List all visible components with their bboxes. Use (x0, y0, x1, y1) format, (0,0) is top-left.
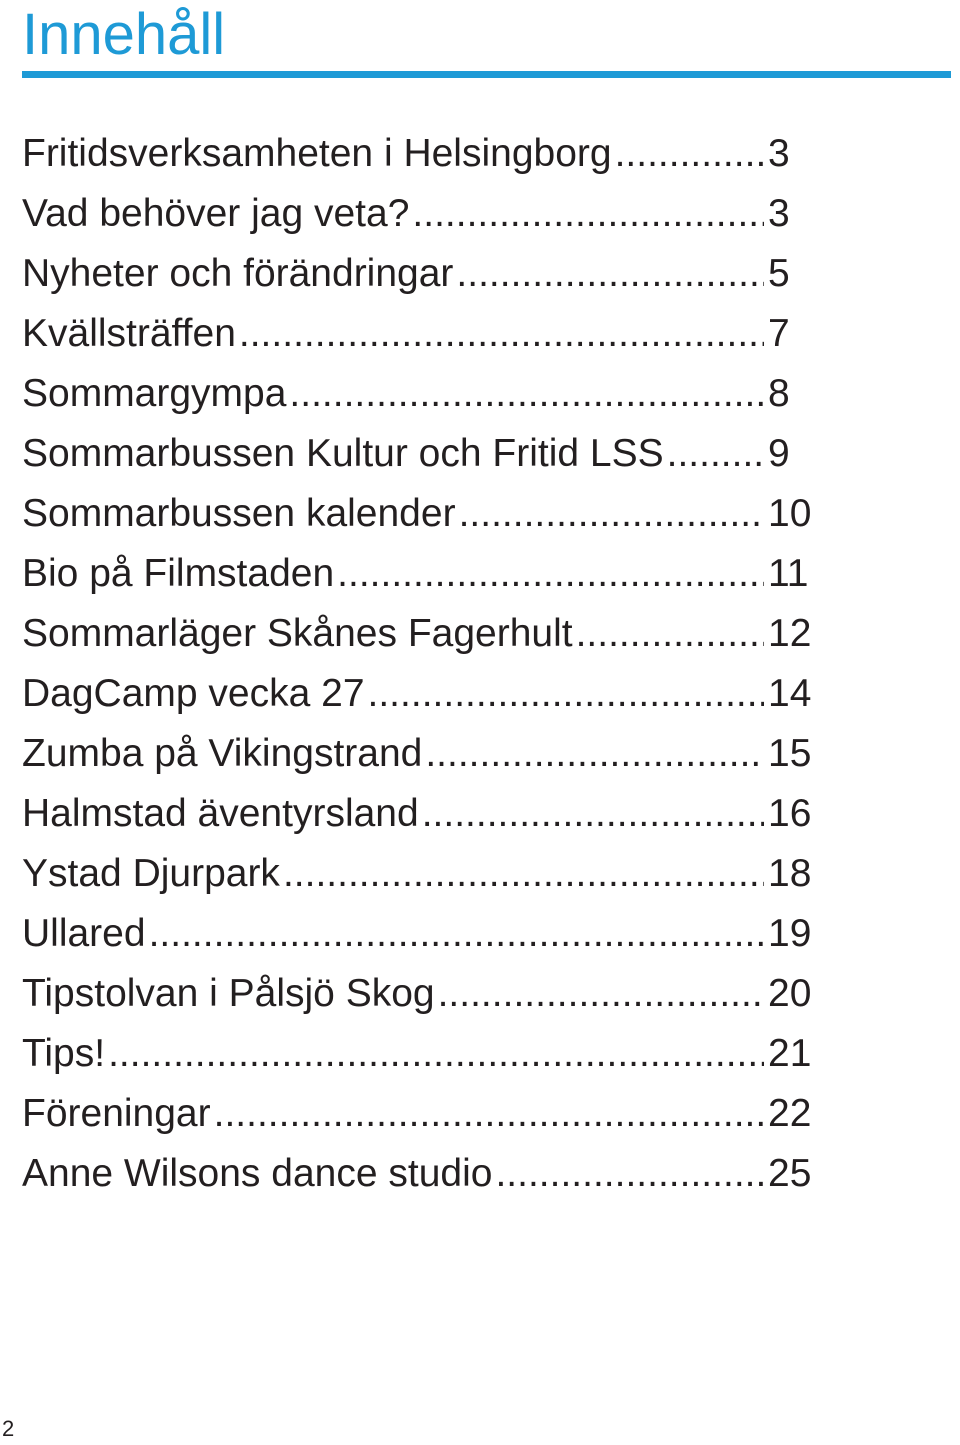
toc-dot-leader (289, 372, 764, 416)
toc-item-page: 15 (768, 732, 812, 775)
toc-item[interactable] (22, 604, 822, 664)
toc-item[interactable] (22, 724, 822, 784)
toc-item-label: Tips! (22, 1032, 106, 1075)
toc-item-label: Kvällsträffen (22, 312, 236, 355)
toc-item-label: Ystad Djurpark (22, 852, 280, 895)
title-underline (22, 71, 951, 78)
toc-item-page: 19 (768, 912, 812, 955)
toc-dot-leader (615, 132, 764, 176)
toc-item-page: 7 (768, 312, 790, 355)
toc-item-page: 9 (768, 432, 790, 475)
toc-item-page: 25 (768, 1152, 812, 1195)
toc-dot-leader (495, 1152, 764, 1196)
toc-item[interactable] (22, 184, 822, 244)
toc-item[interactable] (22, 1024, 822, 1084)
toc-item[interactable] (22, 664, 822, 724)
toc-item-page: 11 (768, 552, 809, 595)
toc-dot-leader (214, 1092, 764, 1136)
toc-item-page: 16 (768, 792, 812, 835)
toc-item-page: 22 (768, 1092, 812, 1135)
toc-dot-leader (576, 612, 764, 656)
toc-item[interactable] (22, 844, 822, 904)
toc-dot-leader (108, 1032, 764, 1076)
toc-item-label: Zumba på Vikingstrand (22, 732, 423, 775)
toc-item-page: 14 (768, 672, 812, 715)
toc-item[interactable] (22, 424, 822, 484)
toc-item-label: Sommarbussen kalender (22, 492, 456, 535)
toc-dot-leader (412, 192, 764, 236)
toc-item-label: Halmstad äventyrsland (22, 792, 419, 835)
toc-item-label: Sommarläger Skånes Fagerhult (22, 612, 573, 655)
toc-item[interactable] (22, 124, 822, 184)
page-number: 2 (2, 1416, 15, 1441)
toc-dot-leader (337, 552, 764, 596)
toc-item-label: Sommargympa (22, 372, 287, 415)
toc-dot-leader (283, 852, 764, 896)
toc-item[interactable] (22, 484, 822, 544)
toc-item-page: 18 (768, 852, 812, 895)
toc-dot-leader (459, 492, 764, 536)
toc-dot-leader (149, 912, 764, 956)
toc-item-page: 12 (768, 612, 812, 655)
toc-dot-leader (438, 972, 764, 1016)
toc-dot-leader (239, 312, 764, 356)
toc-dot-leader (667, 432, 764, 476)
toc-item-page: 5 (768, 252, 790, 295)
toc-item[interactable] (22, 964, 822, 1024)
toc-item-page: 8 (768, 372, 790, 415)
table-of-contents (22, 124, 822, 1204)
toc-item[interactable] (22, 544, 822, 604)
toc-dot-leader (425, 732, 764, 776)
toc-item-page: 3 (768, 132, 790, 175)
toc-item-label: Fritidsverksamheten i Helsingborg (22, 132, 612, 175)
toc-dot-leader (456, 252, 764, 296)
toc-dot-leader (368, 672, 764, 716)
toc-item[interactable] (22, 904, 822, 964)
toc-item[interactable] (22, 784, 822, 844)
toc-item[interactable] (22, 1144, 822, 1204)
toc-item-label: Föreningar (22, 1092, 211, 1135)
toc-item-page: 3 (768, 192, 790, 235)
toc-item-label: Ullared (22, 912, 146, 955)
toc-item-label: Vad behöver jag veta? (22, 192, 410, 235)
page-title: Innehåll (22, 2, 226, 67)
toc-item-label: Nyheter och förändringar (22, 252, 454, 295)
toc-item-label: Anne Wilsons dance studio (22, 1152, 493, 1195)
toc-item-page: 20 (768, 972, 812, 1015)
toc-item[interactable] (22, 1084, 822, 1144)
toc-item[interactable] (22, 304, 822, 364)
toc-item-page: 10 (768, 492, 812, 535)
toc-item[interactable] (22, 364, 822, 424)
toc-item-label: Tipstolvan i Pålsjö Skog (22, 972, 435, 1015)
toc-item-page: 21 (768, 1032, 812, 1075)
toc-item-label: DagCamp vecka 27 (22, 672, 365, 715)
toc-dot-leader (422, 792, 764, 836)
toc-item-label: Sommarbussen Kultur och Fritid LSS (22, 432, 664, 475)
toc-item-label: Bio på Filmstaden (22, 552, 335, 595)
toc-item[interactable] (22, 244, 822, 304)
